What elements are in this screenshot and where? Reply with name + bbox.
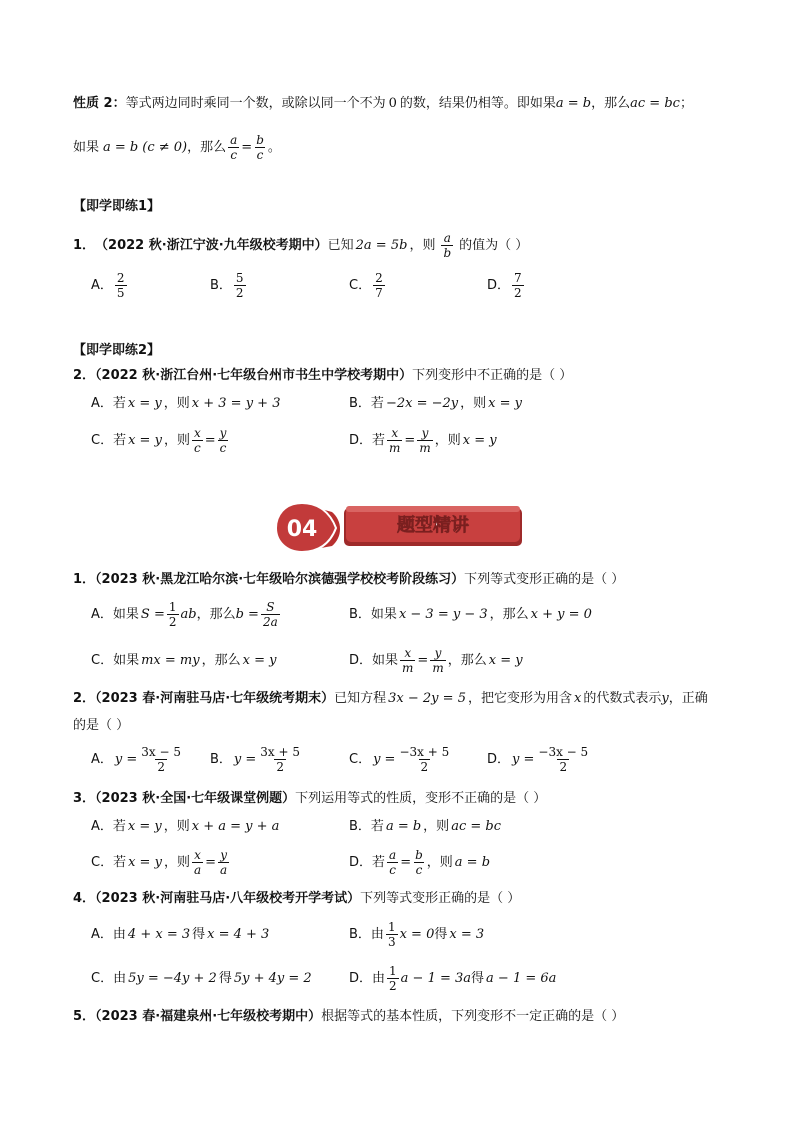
option-b[interactable]: B． y = $\frac{3x + 5}{2}$ [210, 745, 301, 774]
fraction: $\frac{y}{m}$ [432, 646, 444, 675]
fraction: $\frac{2}{7}$ [375, 271, 383, 300]
fraction: $\frac{y}{a}$ [220, 848, 228, 877]
banner-title: 题型精讲 [397, 515, 469, 536]
option-a[interactable]: A． $\frac{2}{5}$ [91, 271, 125, 300]
banner-graphic [272, 500, 524, 554]
fraction: $\frac{a}{c}$ [389, 848, 397, 877]
option-c[interactable]: C． 若 x = y ，则 $\frac{x}{a}$ = $\frac{y}{a}$ [91, 848, 228, 877]
practice2-title: 【即学即练2】 [73, 343, 161, 358]
property2-line2: 如果 a = b (c ≠ 0) ，那么 $\frac{a}{c}$ = $\frac{b}{c}$ 。 [73, 133, 281, 162]
option-b[interactable]: B． 由 $\frac{1}{3}$ x = 0 得 x = 3 [349, 920, 485, 949]
option-c[interactable]: C． y = $\frac{-3x + 5}{2}$ [349, 745, 450, 774]
fraction: $\frac{1}{2}$ [168, 600, 177, 629]
fraction: $\frac{7}{2}$ [514, 271, 522, 300]
option-a[interactable]: A． 若 x = y ，则 x + 3 = y + 3 [91, 396, 281, 411]
question-2-line2: 的是（ ） [73, 718, 130, 733]
question-2: 2．（2023 春·河南驻马店·七年级统考期末）已知方程 3x − 2y = 5 ，把它变形为用含 x 的代数式表示y，正确 [73, 691, 708, 706]
fraction: $\frac{1}{2}$ [389, 964, 397, 993]
fraction: $\frac{-3x - 5}{2}$ [538, 745, 589, 774]
question-4: 4．（2023 秋·河南驻马店·八年级校考开学考试）下列等式变形正确的是（ ） [73, 891, 521, 906]
fraction: $\frac{y}{m}$ [419, 426, 431, 455]
fraction: $\frac{5}{2}$ [235, 271, 244, 300]
option-b[interactable]: B． $\frac{5}{2}$ [210, 271, 244, 300]
fraction: $\frac{3x + 5}{2}$ [260, 745, 301, 774]
option-b[interactable]: B． 如果 x − 3 = y − 3 ，那么 x + y = 0 [349, 607, 592, 622]
fraction: $\frac{S}{2a}$ [262, 600, 278, 629]
section-banner [272, 500, 524, 554]
option-a[interactable]: A． y = $\frac{3x - 5}{2}$ [91, 745, 182, 774]
option-d[interactable]: D． y = $\frac{-3x - 5}{2}$ [487, 745, 589, 774]
option-a[interactable]: A． 如果 S = $\frac{1}{2}$ ab ，那么 b = $\frac{S}{2a}$ [91, 600, 278, 629]
fraction: $\frac{x}{m}$ [402, 646, 414, 675]
fraction: $\frac{-3x + 5}{2}$ [399, 745, 450, 774]
practice2-question: 2．（2022 秋·浙江台州·七年级台州市书生中学校考期中）下列变形中不正确的是（ ） [73, 368, 573, 383]
option-d[interactable]: D． 若 $\frac{a}{c}$ = $\frac{b}{c}$ ，则 a = b [349, 848, 491, 877]
property2-label: 性质 2： [73, 96, 126, 111]
option-d[interactable]: D． 由 $\frac{1}{2}$ a − 1 = 3a 得 a − 1 = 6a [349, 964, 557, 993]
practice1-question: 1． （2022 秋·浙江宁波·九年级校考期中） 已知 2a = 5b ，则 $\frac{a}{b}$ 的值为（ ） [73, 231, 529, 260]
fraction: $\frac{y}{c}$ [219, 426, 227, 455]
option-d[interactable]: D． 如果 $\frac{x}{m}$ = $\frac{y}{m}$ ，那么 x = y [349, 646, 523, 675]
option-b[interactable]: B． 若 −2x = −2y ，则 x = y [349, 396, 522, 411]
option-c[interactable]: C． 若 x = y ，则 $\frac{x}{c}$ = $\frac{y}{c}$ [91, 426, 227, 455]
fraction: $\frac{a}{c}$ [230, 133, 238, 162]
fraction: $\frac{3x - 5}{2}$ [141, 745, 182, 774]
fraction: $\frac{b}{c}$ [415, 848, 423, 877]
option-c[interactable]: C． 由 5y = −4y + 2 得 5y + 4y = 2 [91, 971, 312, 986]
fraction: $\frac{x}{a}$ [193, 848, 202, 877]
question-3: 3．（2023 秋·全国·七年级课堂例题）下列运用等式的性质，变形不正确的是（ ） [73, 791, 547, 806]
fraction: $\frac{2}{5}$ [116, 271, 125, 300]
option-a[interactable]: A． 由 4 + x = 3 得 x = 4 + 3 [91, 927, 270, 942]
option-a[interactable]: A． 若 x = y ，则 x + a = y + a [91, 819, 280, 834]
banner-number: 04 [286, 517, 318, 542]
fraction: $\frac{1}{3}$ [387, 920, 396, 949]
property2-line1: 性质 2：等式两边同时乘同一个数，或除以同一个不为 0 的数，结果仍相等。即如果a = b，那么ac = bc； [73, 96, 693, 111]
option-d[interactable]: D． $\frac{7}{2}$ [487, 271, 522, 300]
option-c[interactable]: C． $\frac{2}{7}$ [349, 271, 383, 300]
question-5: 5．（2023 春·福建泉州·七年级校考期中）根据等式的基本性质，下列变形不一定正确的是（ ） [73, 1009, 625, 1024]
fraction: $\frac{b}{c}$ [256, 133, 264, 162]
question-1: 1．（2023 秋·黑龙江哈尔滨·七年级哈尔滨德强学校校考阶段练习）下列等式变形正确的是（ ） [73, 572, 625, 587]
fraction: $\frac{x}{m}$ [389, 426, 401, 455]
option-c[interactable]: C． 如果 mx = my ，那么 x = y [91, 653, 277, 668]
practice1-title: 【即学即练1】 [73, 199, 161, 214]
fraction: $\frac{x}{c}$ [193, 426, 201, 455]
option-d[interactable]: D． 若 $\frac{x}{m}$ = $\frac{y}{m}$ ，则 x = y [349, 426, 497, 455]
fraction: $\frac{a}{b}$ [443, 231, 452, 260]
option-b[interactable]: B． 若 a = b ，则 ac = bc [349, 819, 501, 834]
